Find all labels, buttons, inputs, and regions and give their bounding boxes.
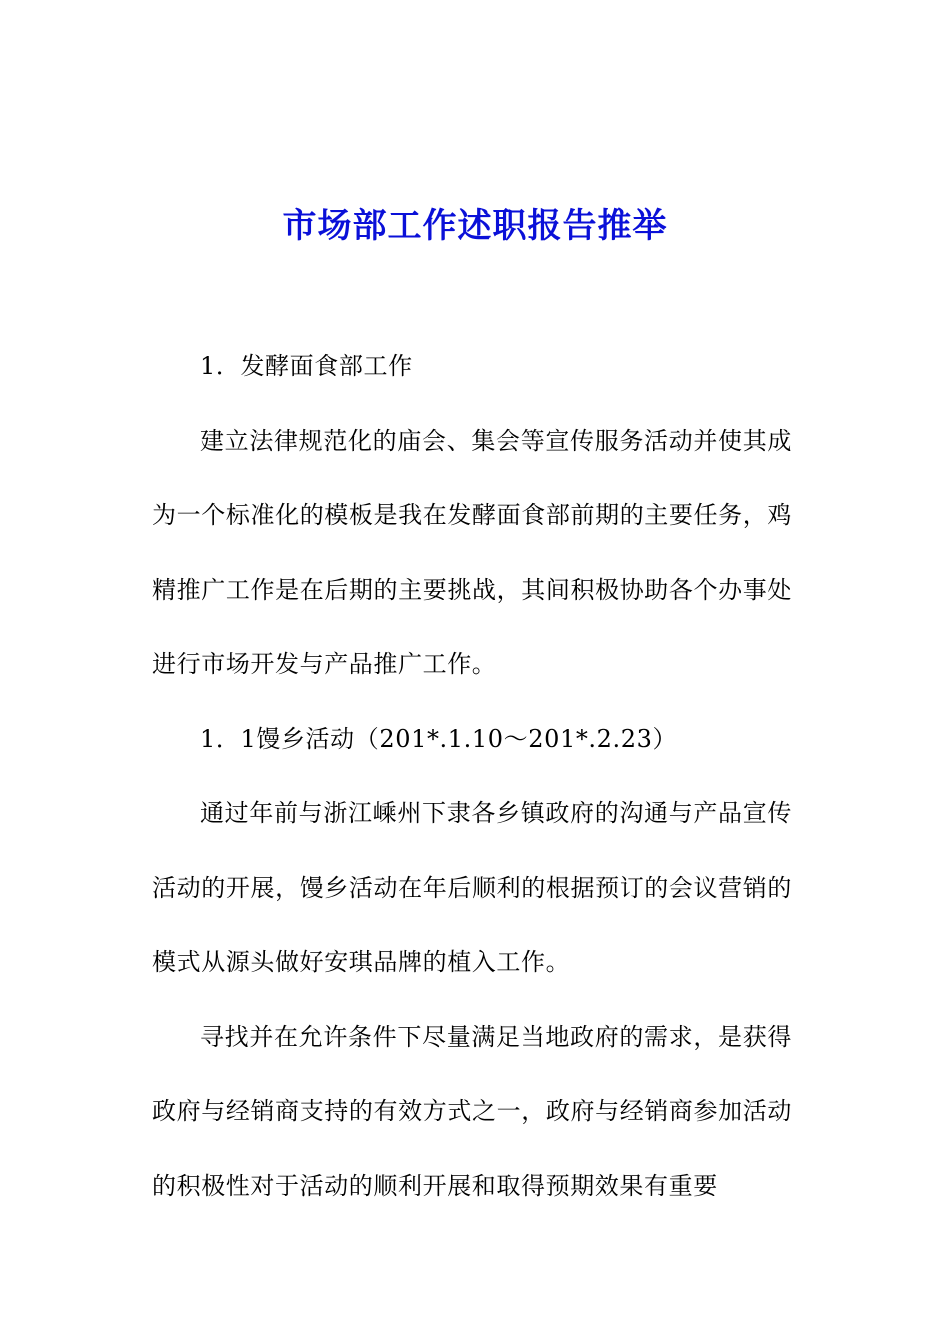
document-title: 市场部工作述职报告推举 [282,205,668,246]
subsection-heading: 1．1馒乡活动（201*.1.10～201*.2.23） [200,724,678,753]
body-paragraph: 通过年前与浙江嵊州下隶各乡镇政府的沟通与产品宣传活动的开展，馒乡活动在年后顺利的根据预订的会议营销的模式从源头做好安琪品牌的植入工作。 [152,799,792,976]
body-paragraph: 建立法律规范化的庙会、集会等宣传服务活动并使其成为一个标准化的模板是我在发酵面食部前期的主要任务，鸡精推广工作是在后期的主要挑战，其间积极协助各个办事处进行市场开发与产品推广工作。 [152,426,792,678]
document-body [152,329,792,1223]
section-heading: 1．发酵面食部工作 [200,352,413,380]
body-paragraph: 寻找并在允许条件下尽量满足当地政府的需求，是获得政府与经销商支持的有效方式之一，政府与经销商参加活动的积极性对于活动的顺利开展和取得预期效果有重要 [152,1022,792,1200]
